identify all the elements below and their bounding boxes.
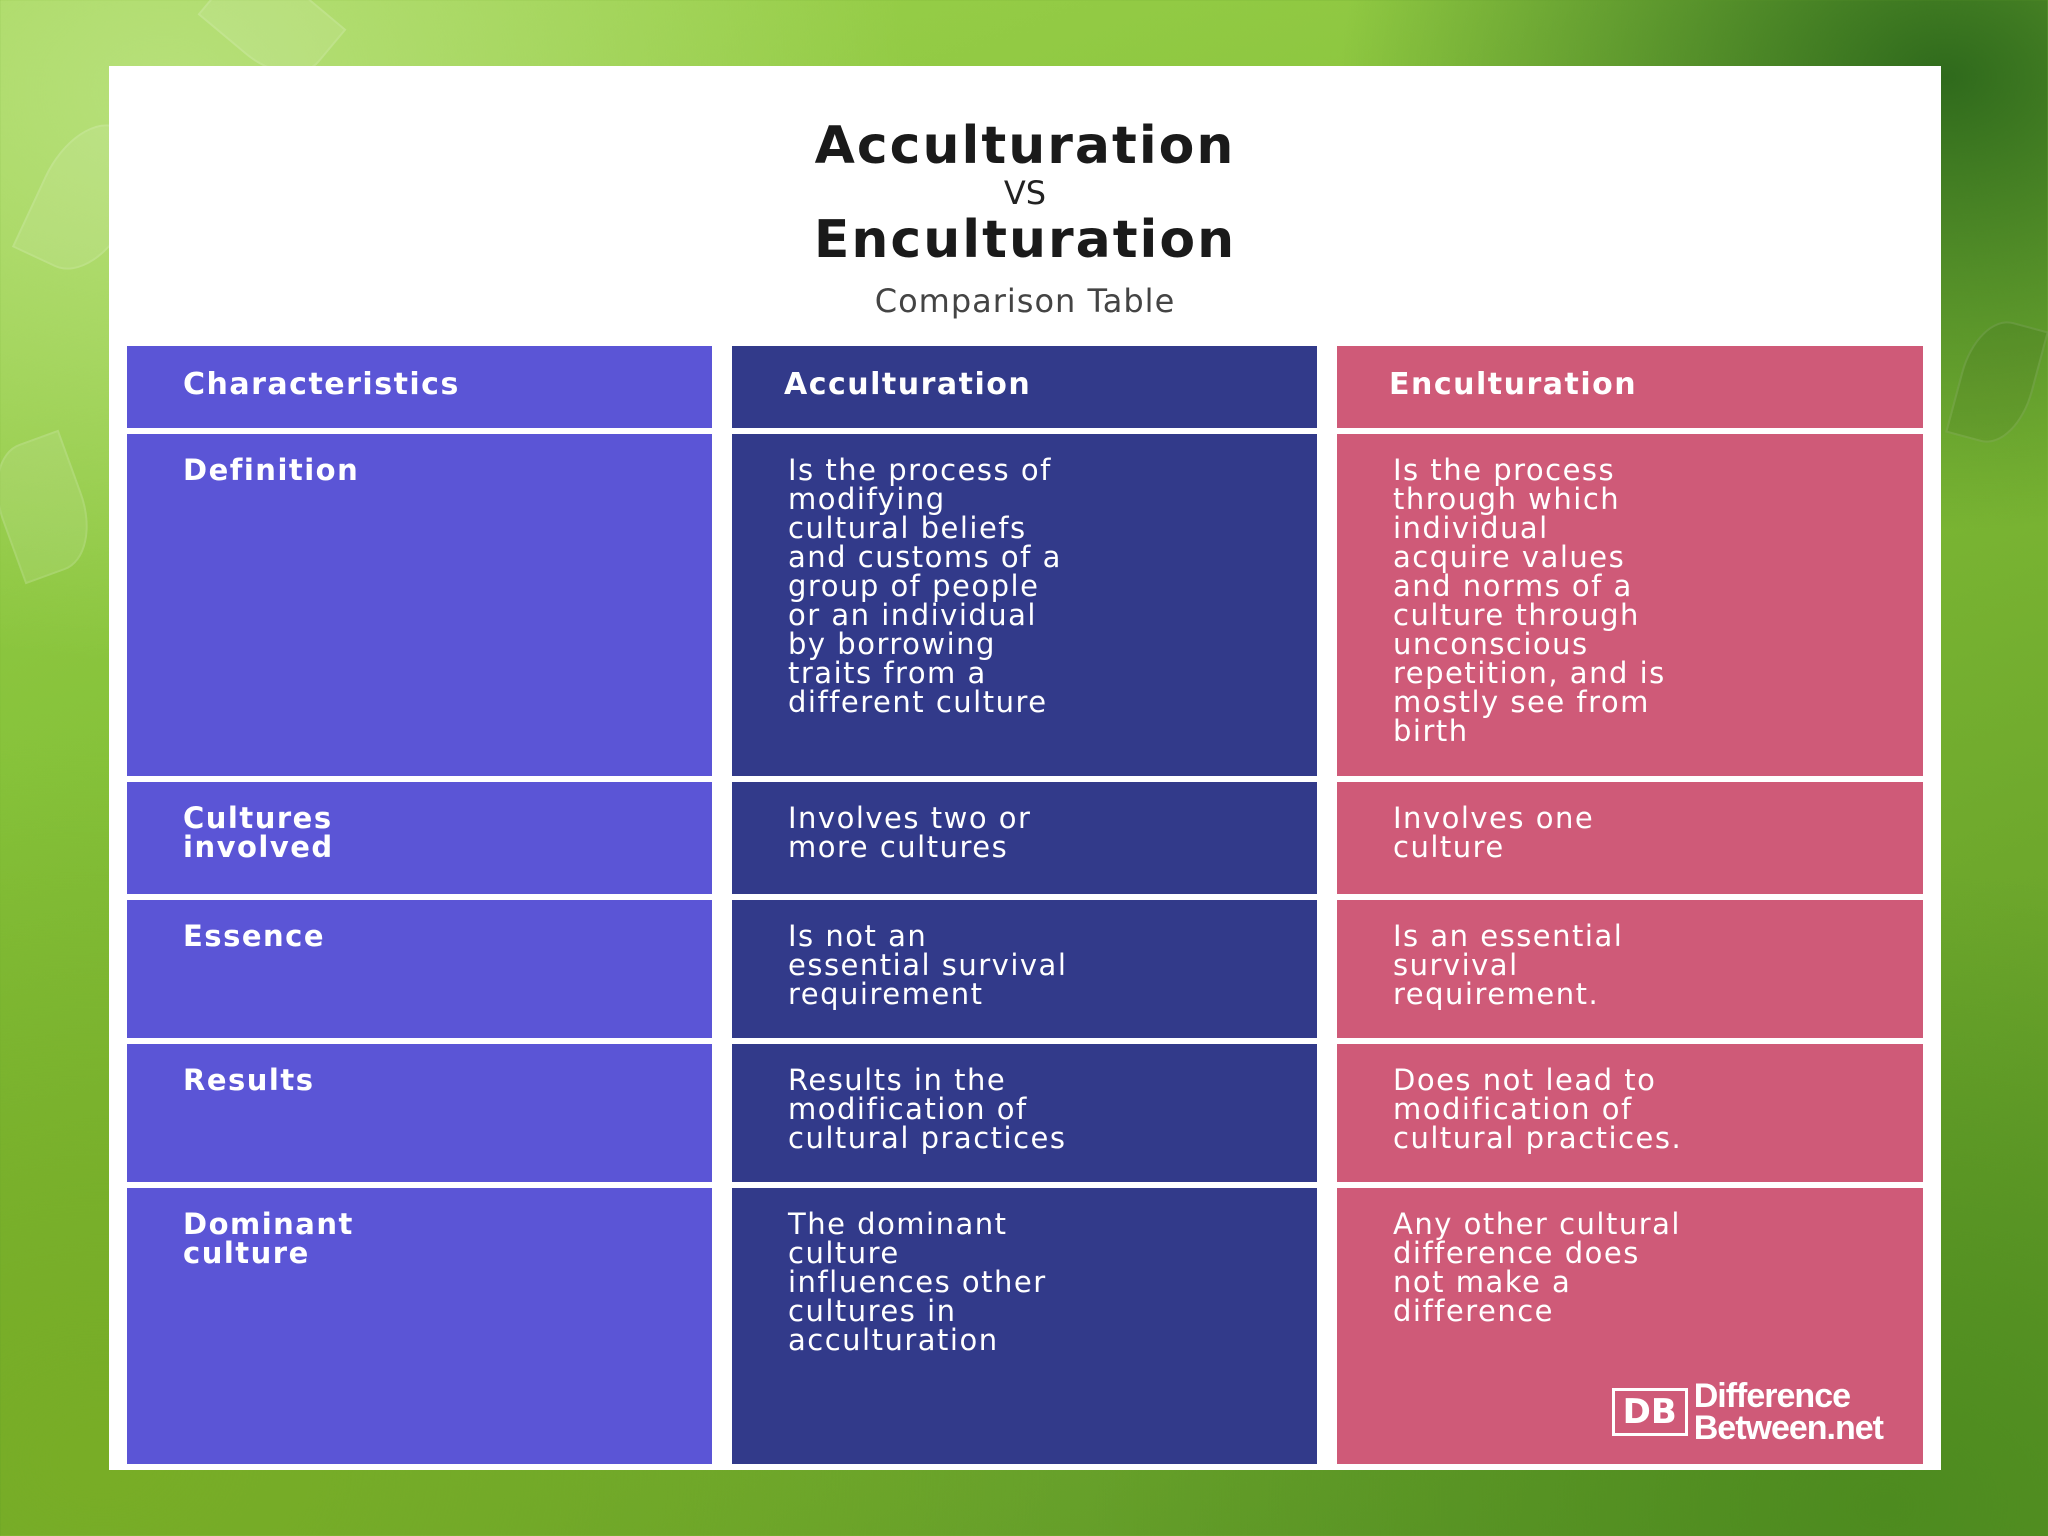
leaf-decoration (1945, 313, 2048, 452)
title-block (109, 116, 1941, 326)
row-characteristic: Dominant culture (127, 1188, 712, 1464)
row-enculturation-cell: Involves one culture (1337, 782, 1923, 894)
table-row (127, 1044, 1923, 1182)
logo-wordmark (1693, 1377, 1883, 1447)
row-enculturation-cell: Is an essential survival requirement. (1337, 900, 1923, 1038)
comparison-card (109, 66, 1941, 1470)
row-enculturation-cell: Any other cultural difference does not make a difference (1337, 1188, 1923, 1464)
table-row (127, 434, 1923, 776)
row-characteristic: Results (127, 1044, 712, 1182)
table-row (127, 782, 1923, 894)
row-characteristic: Definition (127, 434, 712, 776)
row-enculturation-cell: Does not lead to modification of cultural practices. (1337, 1044, 1923, 1182)
logo-line2: Between.net (1693, 1409, 1883, 1447)
row-acculturation-cell: The dominant culture influences other cultures in acculturation (732, 1188, 1317, 1464)
row-acculturation-cell: Is not an essential survival requirement (732, 900, 1317, 1038)
difference-between-logo (1612, 1377, 1883, 1447)
row-acculturation-cell: Is the process of modifying cultural beliefs and customs of a group of people or an individual by borrowing traits from a different culture (732, 434, 1317, 776)
table-header-row (127, 346, 1923, 428)
title-acculturation: Acculturation (814, 116, 1236, 176)
row-acculturation-cell: Involves two or more cultures (732, 782, 1317, 894)
leaf-decoration (0, 430, 104, 585)
header-enculturation: Enculturation (1337, 346, 1923, 428)
title-subtitle: Comparison Table (874, 282, 1176, 320)
header-acculturation: Acculturation (732, 346, 1317, 428)
row-characteristic: Essence (127, 900, 712, 1038)
row-acculturation-cell: Results in the modification of cultural practices (732, 1044, 1317, 1182)
logo-line1: Difference (1693, 1377, 1851, 1415)
header-characteristics: Characteristics (127, 346, 712, 428)
row-enculturation-cell: Is the process through which individual acquire values and norms of a culture through unconscious repetition, and is mostly see from birth (1337, 434, 1923, 776)
table-row (127, 900, 1923, 1038)
title-enculturation: Enculturation (813, 210, 1237, 270)
row-characteristic: Cultures involved (127, 782, 712, 894)
logo-mark: DB (1612, 1388, 1688, 1436)
title-vs: VS (1003, 174, 1047, 212)
comparison-table (127, 346, 1923, 1470)
